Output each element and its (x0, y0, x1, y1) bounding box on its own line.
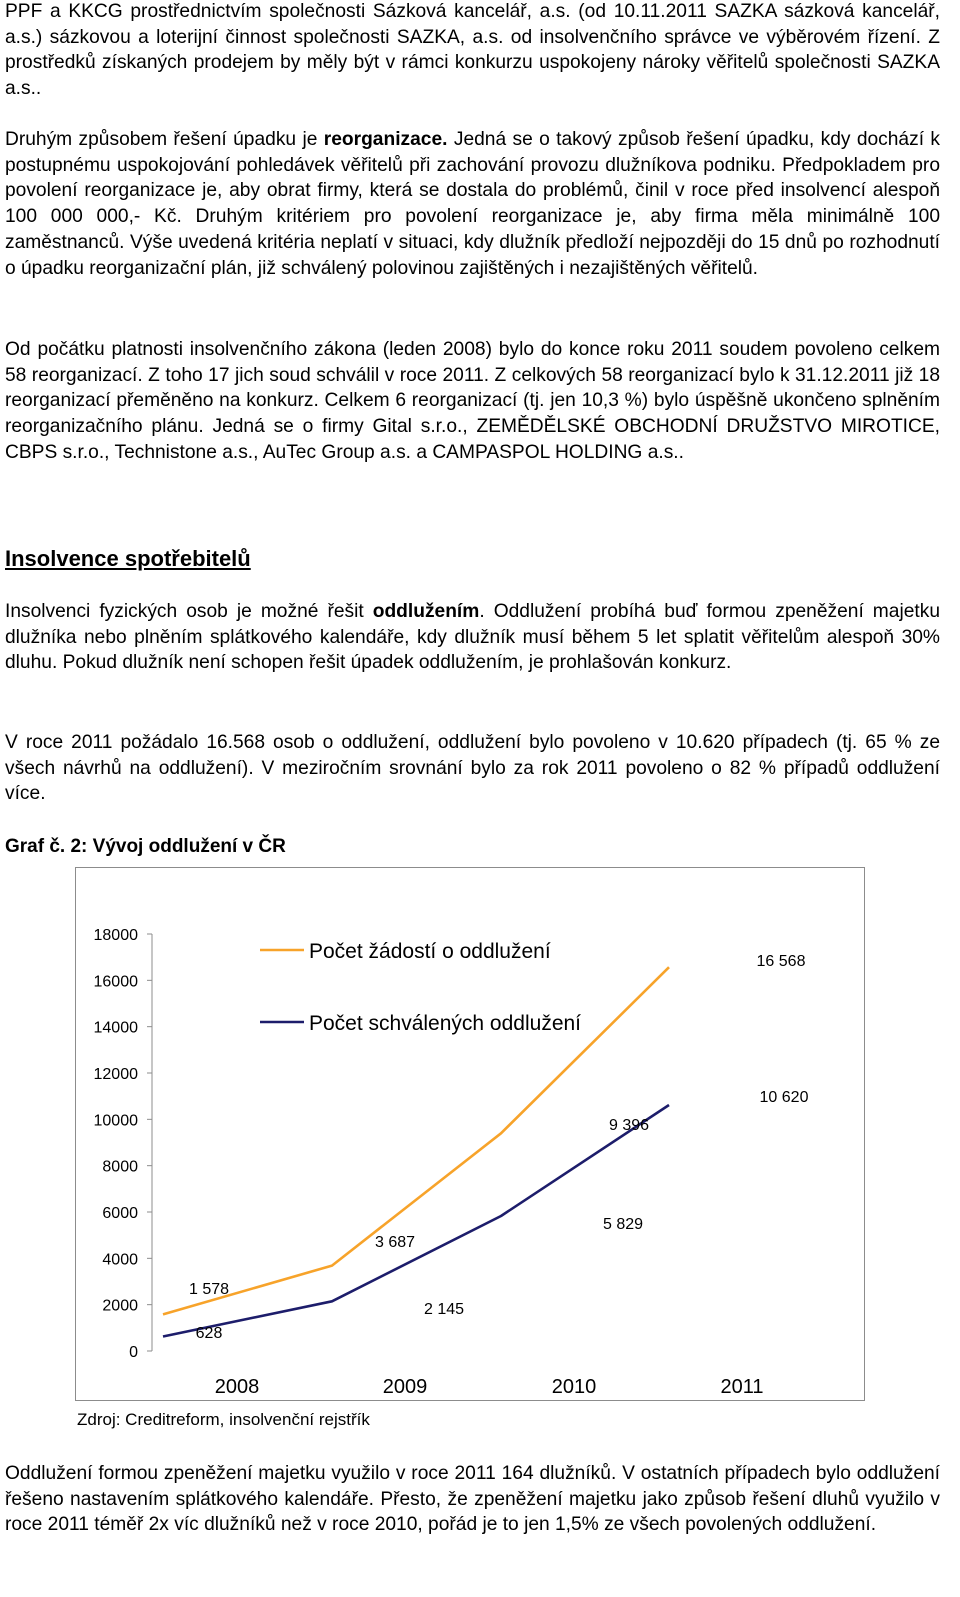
chart-frame (75, 867, 865, 1401)
y-tick-label: 8000 (102, 1158, 138, 1176)
data-label: 2 145 (423, 1301, 465, 1318)
data-label: 16 568 (756, 953, 806, 970)
y-tick-label: 6000 (102, 1205, 138, 1222)
y-tick-label: 14000 (93, 1019, 138, 1037)
y-tick-label: 0 (129, 1344, 138, 1361)
section-heading: Insolvence spotřebitelů (5, 546, 251, 571)
chart-source: Zdroj: Creditreform, insolvenční rejstřík (77, 1410, 370, 1429)
x-tick-label: 2010 (551, 1376, 597, 1398)
bold-term: reorganizace. (323, 129, 448, 150)
text-span: Insolvenci fyzických osob je možné řešit (5, 601, 373, 622)
series-line-2 (163, 1105, 669, 1337)
x-tick-label: 2008 (214, 1376, 260, 1398)
x-tick-label: 2011 (720, 1376, 764, 1398)
data-label: 5 829 (602, 1216, 644, 1233)
line-chart (76, 868, 864, 1400)
data-label: 1 578 (188, 1281, 230, 1298)
y-tick-label: 18000 (93, 927, 138, 944)
text-span: Jedná se o takový způsob řešení úpadku, kdy dochází k postupnému uspokojování pohledávek věřitelů při zachování provozu dlužníkova podniku. Předpokladem pro povolení reorganizace je, aby obrat firmy, která se dostala do problémů, činil v roce před insolvencí alespoň 100 000 000,- Kč. Druhým kritériem pro povolení reorganizace je, aby firma měla minimálně 100 zaměstnanců. Výše uvedená kritéria neplatí v situaci, kdy dlužník předloží nejpozději do 15 dnů po rozhodnutí o úpadku reorganizační plán, již schválený polovinou zajištěných i nezajištěných věřitelů. (5, 129, 940, 279)
paragraph-reorganizace (5, 127, 940, 281)
text-span: Druhým způsobem řešení úpadku je (5, 129, 324, 150)
legend-label-1: Počet žádostí o oddlužení (309, 940, 551, 963)
paragraph-sazka: PPF a KKCG prostřednictvím společnosti Sázková kancelář, a.s. (od 10.11.2011 SAZKA sázková kancelář, a.s.) sázkovou a loterijní činnost společnosti SAZKA, a.s. od insolvenčního správce ve výběrovém řízení. Z prostředků získaných prodejem by měly být v rámci konkurzu uspokojeny nároky věřitelů společnosti SAZKA a.s.. (5, 1, 940, 100)
data-label: 9 396 (608, 1117, 650, 1134)
paragraph-oddluzeni (5, 599, 940, 676)
y-tick-label: 10000 (93, 1112, 138, 1130)
data-label: 628 (195, 1325, 223, 1342)
paragraph-2011-stats: V roce 2011 požádalo 16.568 osob o oddlužení, oddlužení bylo povoleno v 10.620 případech (tj. 65 % ze všech návrhů na oddlužení). V meziročním srovnání bylo za rok 2011 povoleno o 82 % případů oddlužení více. (5, 732, 940, 805)
bold-term: oddlužením (372, 601, 480, 622)
paragraph-zpenezeni: Oddlužení formou zpeněžení majetku využilo v roce 2011 164 dlužníků. V ostatních případech bylo oddlužení řešeno nastavením splátkového kalendáře. Přesto, že zpeněžení majetku jako způsob řešení dluhů využilo v roce 2011 téměř 2x víc dlužníků než v roce 2010, pořád je to jen 1,5% ze všech povolených oddlužení. (5, 1463, 940, 1536)
y-tick-label: 16000 (93, 973, 138, 991)
data-label: 10 620 (759, 1089, 809, 1106)
legend-label-2: Počet schválených oddlužení (309, 1012, 582, 1035)
y-tick-label: 4000 (102, 1251, 138, 1269)
text-span: . Oddlužení probíhá buď formou zpeněžení majetku dlužníka nebo plněním splátkového kalendáře, kdy dlužník musí během 5 let splatit věřitelům alespoň 30% dluhu. Pokud dlužník není schopen řešit úpadek oddlužením, je prohlašován konkurz. (5, 601, 940, 674)
y-tick-label: 2000 (102, 1297, 138, 1315)
y-tick-label: 12000 (93, 1066, 138, 1083)
chart-caption: Graf č. 2: Vývoj oddlužení v ČR (5, 836, 286, 857)
paragraph-reorganizace-stats: Od počátku platnosti insolvenčního zákona (leden 2008) bylo do konce roku 2011 soudem povoleno celkem 58 reorganizací. Z toho 17 jich soud schválil v roce 2011. Z celkových 58 reorganizací bylo k 31.12.2011 již 18 reorganizací přeměněno na konkurz. Celkem 6 reorganizací (tj. jen 10,3 %) bylo úspěšně ukončeno splněním reorganizačního plánu. Jedná se o firmy Gital s.r.o., ZEMĚDĚLSKÉ OBCHODNÍ DRUŽSTVO MIROTICE, CBPS s.r.o., Technistone a.s., AuTec Group a.s. a CAMPASPOL HOLDING a.s.. (5, 339, 940, 463)
data-label: 3 687 (374, 1234, 416, 1251)
x-tick-label: 2009 (382, 1376, 428, 1398)
